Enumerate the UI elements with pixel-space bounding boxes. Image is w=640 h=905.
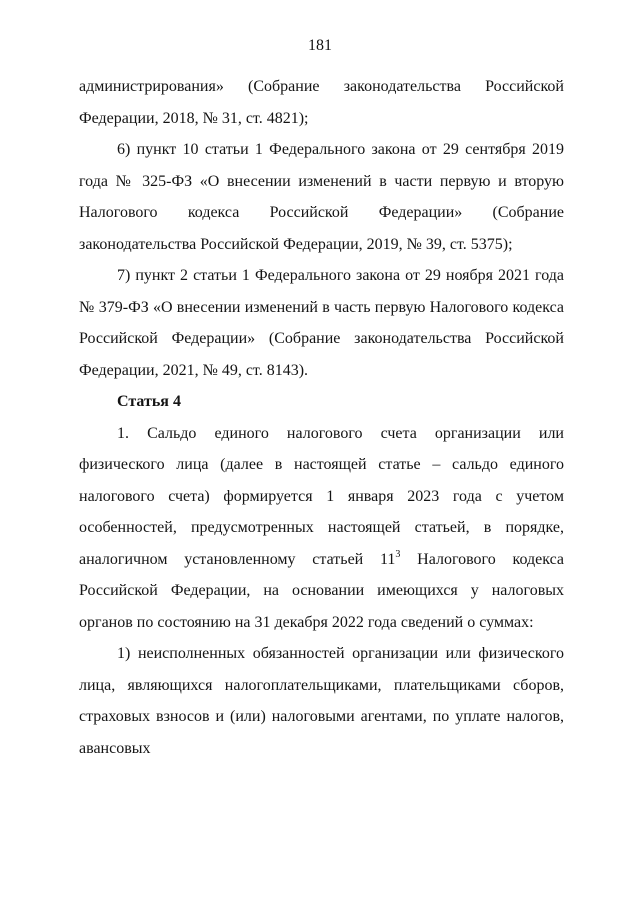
article-paragraph-1-text: 1. Сальдо единого налогового счета организации или физического лица (далее в настоящей статье – сальдо единого налогового счета) формируется 1 января 2023 года с учетом особенностей, предусмотренных настоящей статьей, в порядке, аналогичном установленному статьей 11 xyxy=(79,424,564,568)
paragraph-item-6: 6) пункт 10 статьи 1 Федерального закона от 29 сентября 2019 года № 325-ФЗ «О внесении изменений в части первую и вторую Налогового кодекса Российской Федерации» (Собрание законодательства Российской Федерации, 2019, № 39, ст. 5375); xyxy=(79,141,564,253)
paragraph-item-7: 7) пункт 2 статьи 1 Федерального закона от 29 ноября 2021 года № 379-ФЗ «О внесении изменений в часть первую Налогового кодекса Российской Федерации» (Собрание законодательства Российской Федерации, 2021, № 49, ст. 8143). xyxy=(79,267,564,379)
article-subitem-1: 1) неисполненных обязанностей организации или физического лица, являющихся налогоплательщиками, плательщиками сборов, страховых взносов и (или) налоговыми агентами, по уплате налогов, авансовых xyxy=(79,645,564,757)
article-reference-superscript: 3 xyxy=(395,548,401,560)
article-heading: Статья 4 xyxy=(117,393,181,410)
article-paragraph-1-text-continued: Налогового кодекса Российской Федерации, на основании имеющихся у налоговых органов по состоянию на 31 декабря 2022 года сведений о суммах: xyxy=(79,550,565,631)
document-body xyxy=(79,71,564,764)
paragraph-continuation: администрирования» (Собрание законодательства Российской Федерации, 2018, № 31, ст. 4821); xyxy=(79,78,564,127)
article-paragraph-1 xyxy=(79,418,564,639)
page-number: 181 xyxy=(308,37,332,54)
